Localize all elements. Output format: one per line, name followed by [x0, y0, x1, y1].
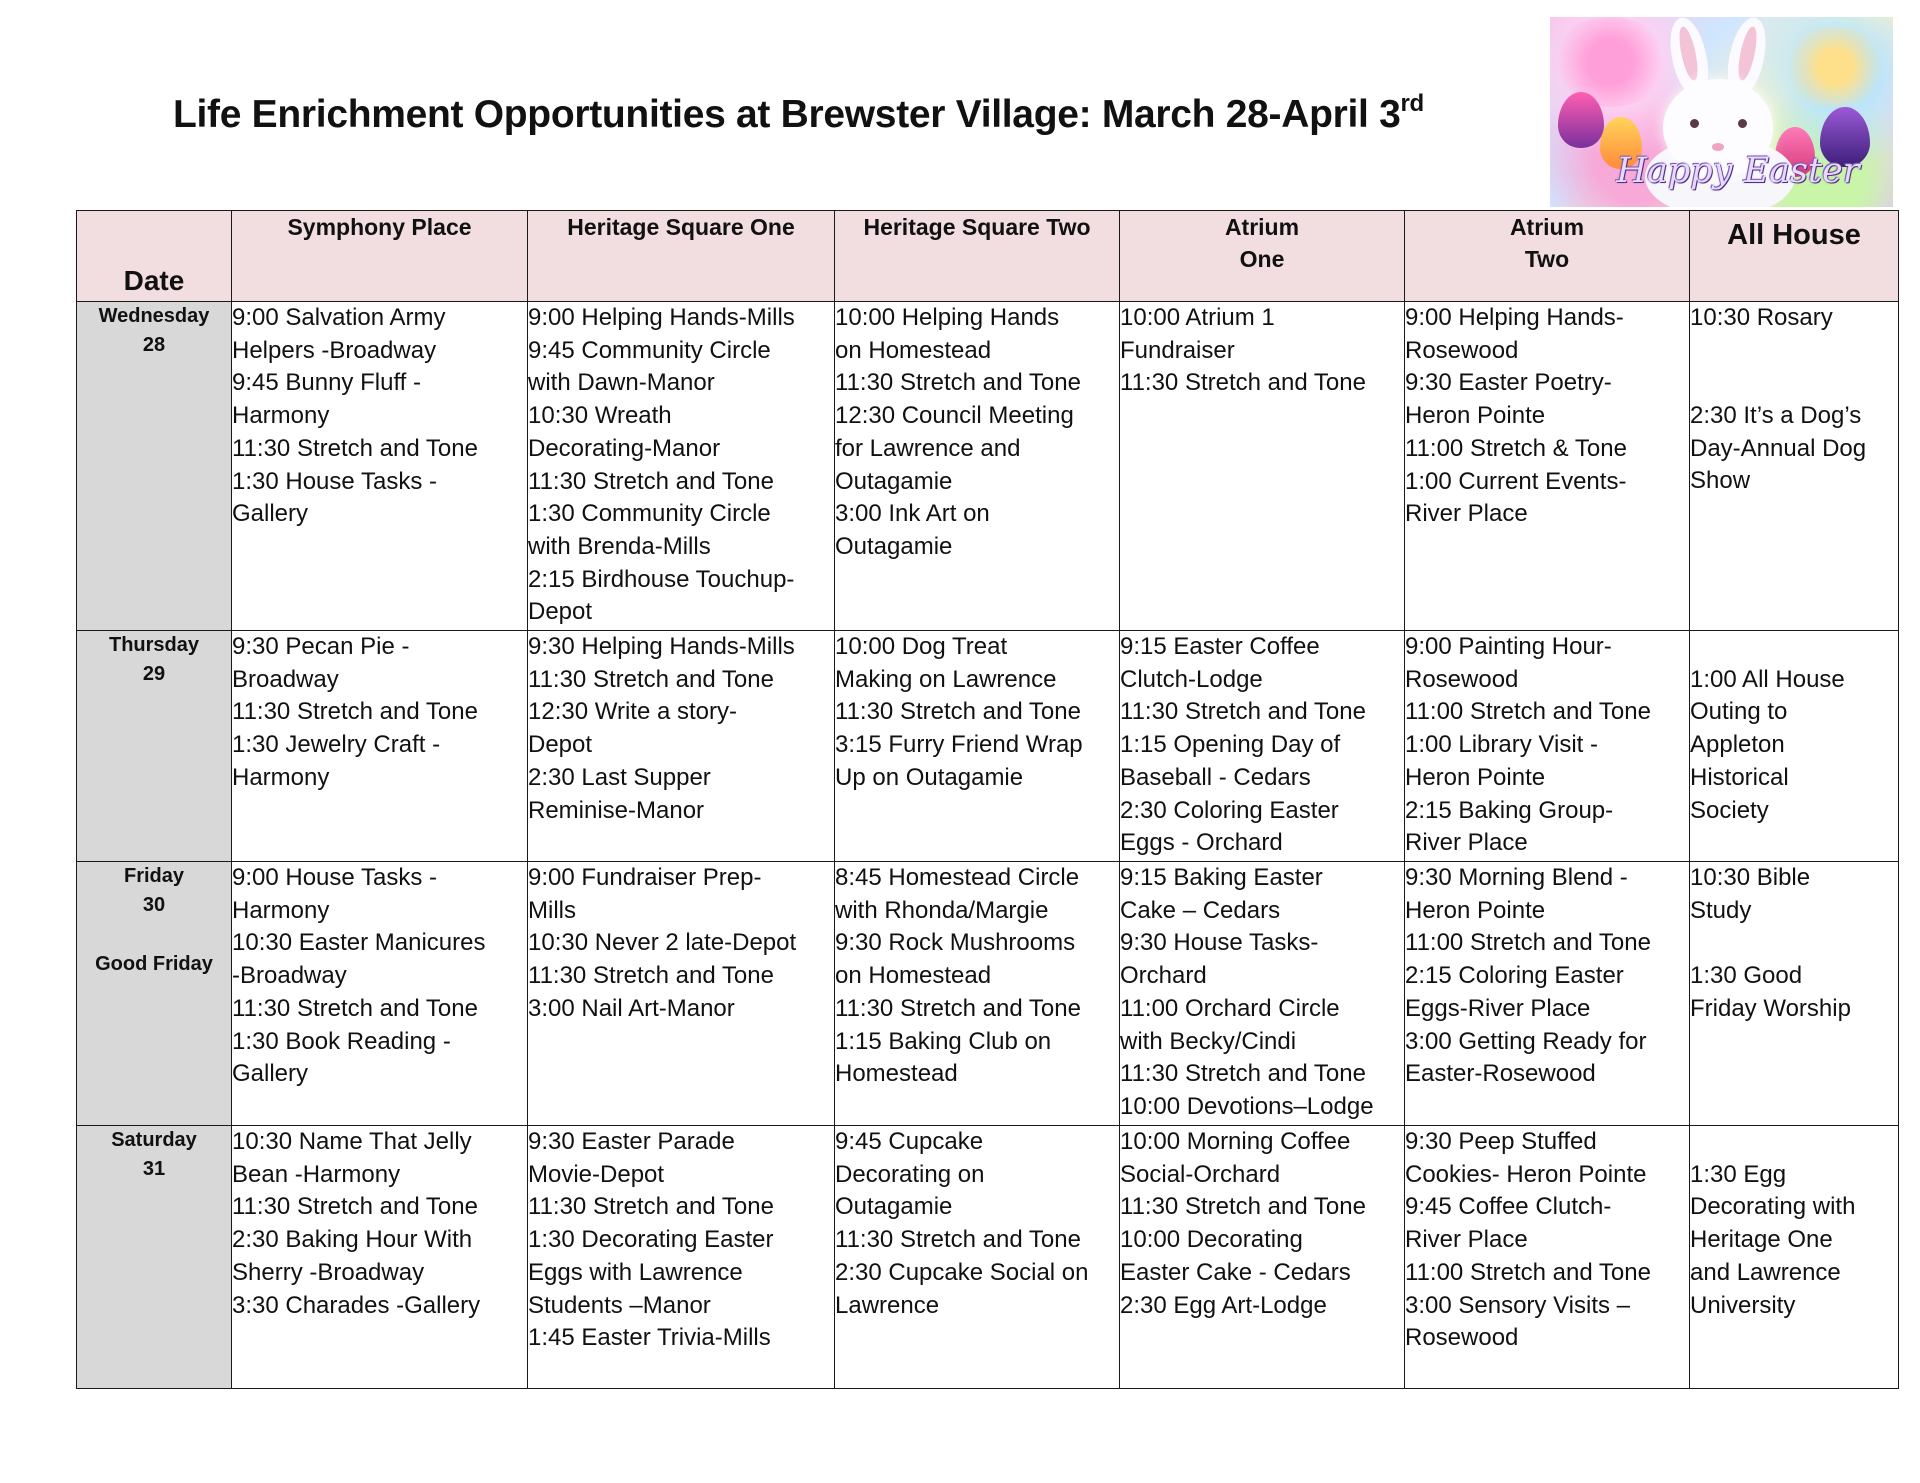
activity-line: 9:30 Peep Stuffed	[1405, 1128, 1597, 1155]
table-row-saturday	[77, 1126, 1899, 1389]
activity-line: 9:15 Baking Easter	[1120, 864, 1323, 891]
activity-line: Social-Orchard	[1120, 1160, 1281, 1188]
activity-line: 2:15 Birdhouse Touchup-	[528, 565, 795, 593]
title-text: Life Enrichment Opportunities at Brewster Village: March 28-April 3	[173, 93, 1401, 136]
activity-line: 11:30 Stretch and Tone	[232, 698, 478, 726]
date-cell	[77, 1126, 232, 1389]
activity-line: Gallery	[232, 1060, 309, 1088]
activity-cell	[528, 631, 835, 862]
activity-line: with Dawn-Manor	[528, 369, 715, 397]
activity-cell	[835, 631, 1120, 862]
column-header-atrium-one	[1120, 211, 1405, 302]
activity-line: 2:30 Baking Hour With	[232, 1226, 473, 1254]
activity-line: Rosewood	[1405, 336, 1519, 364]
activity-line: 9:30 Pecan Pie -	[232, 633, 410, 660]
activity-cell	[1405, 1126, 1690, 1389]
activity-line: 11:30 Stretch and Tone	[528, 665, 774, 693]
activity-line: 2:15 Baking Group-	[1405, 796, 1614, 824]
activity-line: 11:30 Stretch and Tone	[835, 369, 1081, 397]
header-line: Atrium	[1509, 214, 1585, 240]
activity-line: Day-Annual Dog	[1690, 434, 1867, 462]
activity-line: Gallery	[232, 500, 309, 528]
activity-line: Rosewood	[1405, 1324, 1519, 1352]
activity-line: 1:30 Jewelry Craft -	[232, 731, 441, 759]
activity-line: 3:00 Nail Art-Manor	[528, 994, 735, 1022]
activity-cell	[1120, 302, 1405, 631]
activity-line: 10:00 Helping Hands	[835, 304, 1060, 331]
column-header-heritage-square-two	[835, 211, 1120, 302]
header-line: All House	[1727, 219, 1861, 251]
column-header-all-house	[1690, 211, 1899, 302]
activity-line: 9:15 Easter Coffee	[1120, 633, 1320, 660]
activity-line: 9:00 Fundraiser Prep-	[528, 864, 762, 891]
activity-cell	[232, 631, 528, 862]
blank-line	[77, 920, 231, 950]
activity-line: 9:30 Easter Poetry-	[1405, 369, 1612, 397]
day-number: 28	[142, 334, 166, 356]
activity-line: with Brenda-Mills	[528, 532, 711, 560]
activity-line: Orchard	[1120, 962, 1207, 990]
activity-line: 11:30 Stretch and Tone	[232, 994, 478, 1022]
activity-line: Depot	[528, 731, 593, 759]
activity-line: and Lawrence	[1690, 1258, 1841, 1286]
activity-line: 11:00 Orchard Circle	[1120, 994, 1340, 1022]
activity-line: 1:30 Egg	[1690, 1160, 1787, 1188]
activity-line: 11:30 Stretch and Tone	[1120, 1193, 1366, 1221]
flower-decoration	[1550, 17, 1670, 107]
column-header-atrium-two	[1405, 211, 1690, 302]
activity-line: Appleton	[1690, 731, 1785, 759]
activity-line: Outagamie	[835, 467, 953, 495]
activity-line: 9:00 Painting Hour-	[1405, 633, 1612, 660]
happy-easter-banner	[1550, 17, 1893, 207]
activity-line: 1:15 Baking Club on	[835, 1027, 1052, 1055]
activity-cell	[232, 302, 528, 631]
activity-line: 1:45 Easter Trivia-Mills	[528, 1324, 771, 1352]
activity-line: on Homestead	[835, 962, 992, 990]
activity-line: 10:30 Never 2 late-Depot	[528, 929, 797, 957]
activity-line: 10:30 Rosary	[1690, 304, 1833, 331]
activity-line: Heron Pointe	[1405, 402, 1546, 430]
activity-line: Easter-Rosewood	[1405, 1060, 1596, 1088]
activity-line: Outagamie	[835, 1193, 953, 1221]
activity-line: 11:30 Stretch and Tone	[528, 1193, 774, 1221]
activity-cell	[1690, 1126, 1899, 1389]
day-number: 31	[142, 1158, 166, 1180]
activity-line: 11:00 Stretch and Tone	[1405, 698, 1651, 726]
activity-line: Harmony	[232, 402, 330, 430]
day-number: 29	[142, 663, 166, 685]
date-cell	[77, 631, 232, 862]
title-superscript: rd	[1400, 90, 1424, 117]
activity-cell	[1405, 862, 1690, 1126]
activity-line: Mills	[528, 896, 576, 924]
activity-line: Study	[1690, 896, 1752, 924]
activity-line: 1:00 Current Events-	[1405, 467, 1627, 495]
activity-line: Heron Pointe	[1405, 763, 1546, 791]
activity-line: 9:45 Bunny Fluff -	[232, 369, 421, 397]
column-header-date: Date	[77, 211, 232, 302]
activity-cell	[1690, 862, 1899, 1126]
activity-line: Cookies- Heron Pointe	[1405, 1160, 1647, 1188]
activity-line: 1:15 Opening Day of	[1120, 731, 1341, 759]
activity-line: 3:00 Ink Art on	[835, 500, 990, 528]
activity-line: 11:30 Stretch and Tone	[528, 467, 774, 495]
activity-line: Harmony	[232, 763, 330, 791]
page-title	[173, 90, 1493, 137]
activity-line: 2:30 Last Supper	[528, 763, 711, 791]
day-name: Saturday	[111, 1129, 197, 1151]
activity-line: 1:00 All House	[1690, 665, 1845, 693]
activity-line: 10:00 Decorating	[1120, 1226, 1303, 1254]
column-header-symphony-place	[232, 211, 528, 302]
blank-line	[1690, 367, 1898, 400]
activity-line: 9:00 House Tasks -	[232, 864, 437, 891]
activity-line: 9:30 Helping Hands-Mills	[528, 633, 795, 660]
activity-line: 1:30 Community Circle	[528, 500, 771, 528]
activity-line: Historical	[1690, 763, 1789, 791]
activity-line: 11:30 Stretch and Tone	[835, 1226, 1081, 1254]
activity-line: 3:00 Sensory Visits –	[1405, 1291, 1631, 1319]
activity-cell	[1120, 631, 1405, 862]
table-row-thursday	[77, 631, 1899, 862]
activity-line: 10:30 Name That Jelly	[232, 1128, 472, 1155]
activity-line: Helpers -Broadway	[232, 336, 437, 364]
blank-line	[1690, 927, 1898, 960]
activity-line: River Place	[1405, 500, 1528, 528]
activity-line: 2:15 Coloring Easter	[1405, 962, 1624, 990]
activity-line: 2:30 Egg Art-Lodge	[1120, 1291, 1327, 1319]
activity-line: 11:30 Stretch and Tone	[1120, 698, 1366, 726]
activity-line: Making on Lawrence	[835, 665, 1057, 693]
activity-line: Depot	[528, 598, 593, 626]
activity-line: 12:30 Council Meeting	[835, 402, 1074, 430]
activity-cell	[232, 862, 528, 1126]
activity-line: 9:30 Easter Parade	[528, 1128, 735, 1155]
activity-line: Reminise-Manor	[528, 796, 705, 824]
header-row	[77, 211, 1899, 302]
activity-line: Cake – Cedars	[1120, 896, 1281, 924]
activity-line: 9:00 Salvation Army	[232, 304, 446, 331]
activity-cell	[1405, 302, 1690, 631]
activity-line: -Broadway	[232, 962, 347, 990]
activity-line: 8:45 Homestead Circle	[835, 864, 1080, 891]
activity-line: 2:30 Cupcake Social on	[835, 1258, 1089, 1286]
day-name: Wednesday	[98, 305, 210, 327]
activity-line: Students –Manor	[528, 1291, 711, 1319]
activity-line: 9:00 Helping Hands-Mills	[528, 304, 795, 331]
activity-line: Decorating with	[1690, 1193, 1856, 1221]
activity-line: 1:30 Good	[1690, 962, 1803, 990]
activity-cell	[1120, 1126, 1405, 1389]
activity-line: 3:30 Charades -Gallery	[232, 1291, 481, 1319]
flower-decoration	[1780, 27, 1890, 107]
activity-line: 11:30 Stretch and Tone	[1120, 369, 1366, 397]
header-line: Atrium	[1224, 214, 1300, 240]
activity-line: 1:30 Decorating Easter	[528, 1226, 774, 1254]
header-line: Symphony Place	[287, 214, 472, 240]
header-line: Heritage Square One	[567, 214, 795, 240]
activity-line: 10:00 Morning Coffee	[1120, 1128, 1351, 1155]
date-cell	[77, 302, 232, 631]
blank-line	[1690, 631, 1898, 664]
date-cell	[77, 862, 232, 1126]
activity-line: Sherry -Broadway	[232, 1258, 425, 1286]
activity-line: 11:30 Stretch and Tone	[232, 1193, 478, 1221]
activity-line: 11:30 Stretch and Tone	[835, 698, 1081, 726]
table-row-wednesday	[77, 302, 1899, 631]
activity-line: River Place	[1405, 1226, 1528, 1254]
blank-line	[1690, 1126, 1898, 1159]
activity-line: Eggs-River Place	[1405, 994, 1591, 1022]
activity-line: Eggs with Lawrence	[528, 1258, 743, 1286]
activity-line: Heron Pointe	[1405, 896, 1546, 924]
activity-line: 10:30 Easter Manicures	[232, 929, 486, 957]
blank-line	[1690, 335, 1898, 368]
day-name: Thursday	[108, 634, 200, 656]
table-row-friday	[77, 862, 1899, 1126]
bunny-eye-icon	[1690, 119, 1699, 128]
bunny-nose-icon	[1712, 143, 1724, 151]
header-line: Heritage Square Two	[863, 214, 1091, 240]
day-note: Good Friday	[95, 953, 213, 975]
activity-cell	[835, 1126, 1120, 1389]
activity-line: on Homestead	[835, 336, 992, 364]
activity-line: 9:45 Coffee Clutch-	[1405, 1193, 1612, 1221]
activity-line: 11:00 Stretch & Tone	[1405, 434, 1627, 462]
activity-line: Friday Worship	[1690, 994, 1851, 1022]
activity-line: 11:30 Stretch and Tone	[232, 434, 478, 462]
activity-line: University	[1690, 1291, 1796, 1319]
activity-cell	[835, 862, 1120, 1126]
activity-line: Lawrence	[835, 1291, 940, 1319]
activity-line: 1:00 Library Visit -	[1405, 731, 1598, 759]
activity-line: Eggs - Orchard	[1120, 829, 1283, 857]
activity-line: Homestead	[835, 1060, 958, 1088]
activity-cell	[528, 302, 835, 631]
header-line: Two	[1524, 246, 1570, 272]
activity-line: River Place	[1405, 829, 1528, 857]
activity-line: 12:30 Write a story-	[528, 698, 737, 726]
activity-cell	[232, 1126, 528, 1389]
activity-line: 9:30 Morning Blend -	[1405, 864, 1628, 891]
activity-cell	[1690, 302, 1899, 631]
activity-cell	[1690, 631, 1899, 862]
activity-line: Fundraiser	[1120, 336, 1235, 364]
activity-line: 9:45 Community Circle	[528, 336, 771, 364]
activity-line: 11:00 Stretch and Tone	[1405, 929, 1651, 957]
activity-line: 2:30 It’s a Dog’s	[1690, 402, 1862, 430]
activity-line: with Becky/Cindi	[1120, 1027, 1297, 1055]
activity-line: 9:00 Helping Hands-	[1405, 304, 1624, 331]
activity-line: for Lawrence and	[835, 434, 1021, 462]
activity-cell	[528, 862, 835, 1126]
activity-cell	[1405, 631, 1690, 862]
day-name: Friday	[123, 865, 185, 887]
activity-line: with Rhonda/Margie	[835, 896, 1049, 924]
activity-line: 10:00 Dog Treat	[835, 633, 1008, 660]
day-number: 30	[142, 894, 166, 916]
activity-line: 11:30 Stretch and Tone	[1120, 1060, 1366, 1088]
activity-line: 1:30 Book Reading -	[232, 1027, 451, 1055]
activity-line: 1:30 House Tasks -	[232, 467, 437, 495]
activity-line: Society	[1690, 796, 1769, 824]
activity-line: Harmony	[232, 896, 330, 924]
activity-line: 2:30 Coloring Easter	[1120, 796, 1339, 824]
activity-line: 3:00 Getting Ready for	[1405, 1027, 1647, 1055]
activity-line: Bean -Harmony	[232, 1160, 401, 1188]
activity-line: Outing to	[1690, 698, 1788, 726]
activity-line: 9:30 Rock Mushrooms	[835, 929, 1076, 957]
activity-line: 9:30 House Tasks-	[1120, 929, 1319, 957]
column-header-heritage-square-one	[528, 211, 835, 302]
activity-line: Heritage One	[1690, 1226, 1833, 1254]
activity-line: Clutch-Lodge	[1120, 665, 1263, 693]
activity-cell	[528, 1126, 835, 1389]
activity-line: 10:00 Atrium 1	[1120, 304, 1275, 331]
bunny-eye-icon	[1738, 119, 1747, 128]
activity-line: 10:00 Devotions–Lodge	[1120, 1092, 1374, 1120]
activity-line: Movie-Depot	[528, 1160, 665, 1188]
activity-line: 10:30 Bible	[1690, 864, 1811, 891]
header-line: One	[1239, 246, 1285, 272]
activity-line: Rosewood	[1405, 665, 1519, 693]
activity-line: 11:30 Stretch and Tone	[835, 994, 1081, 1022]
activity-line: 3:15 Furry Friend Wrap	[835, 731, 1083, 759]
activity-cell	[1120, 862, 1405, 1126]
banner-caption: Happy Easter	[1616, 151, 1860, 191]
activity-line: Outagamie	[835, 532, 953, 560]
activity-line: 11:30 Stretch and Tone	[528, 962, 774, 990]
activity-line: 11:00 Stretch and Tone	[1405, 1258, 1651, 1286]
schedule-table	[76, 210, 1899, 1389]
activity-line: Decorating on	[835, 1160, 985, 1188]
activity-line: Easter Cake - Cedars	[1120, 1258, 1351, 1286]
activity-line: Broadway	[232, 665, 339, 693]
activity-line: Baseball - Cedars	[1120, 763, 1311, 791]
activity-line: 10:30 Wreath	[528, 402, 672, 430]
activity-line: Show	[1690, 467, 1751, 495]
activity-cell	[835, 302, 1120, 631]
activity-line: 9:45 Cupcake	[835, 1128, 984, 1155]
activity-line: Up on Outagamie	[835, 763, 1024, 791]
activity-line: Decorating-Manor	[528, 434, 721, 462]
